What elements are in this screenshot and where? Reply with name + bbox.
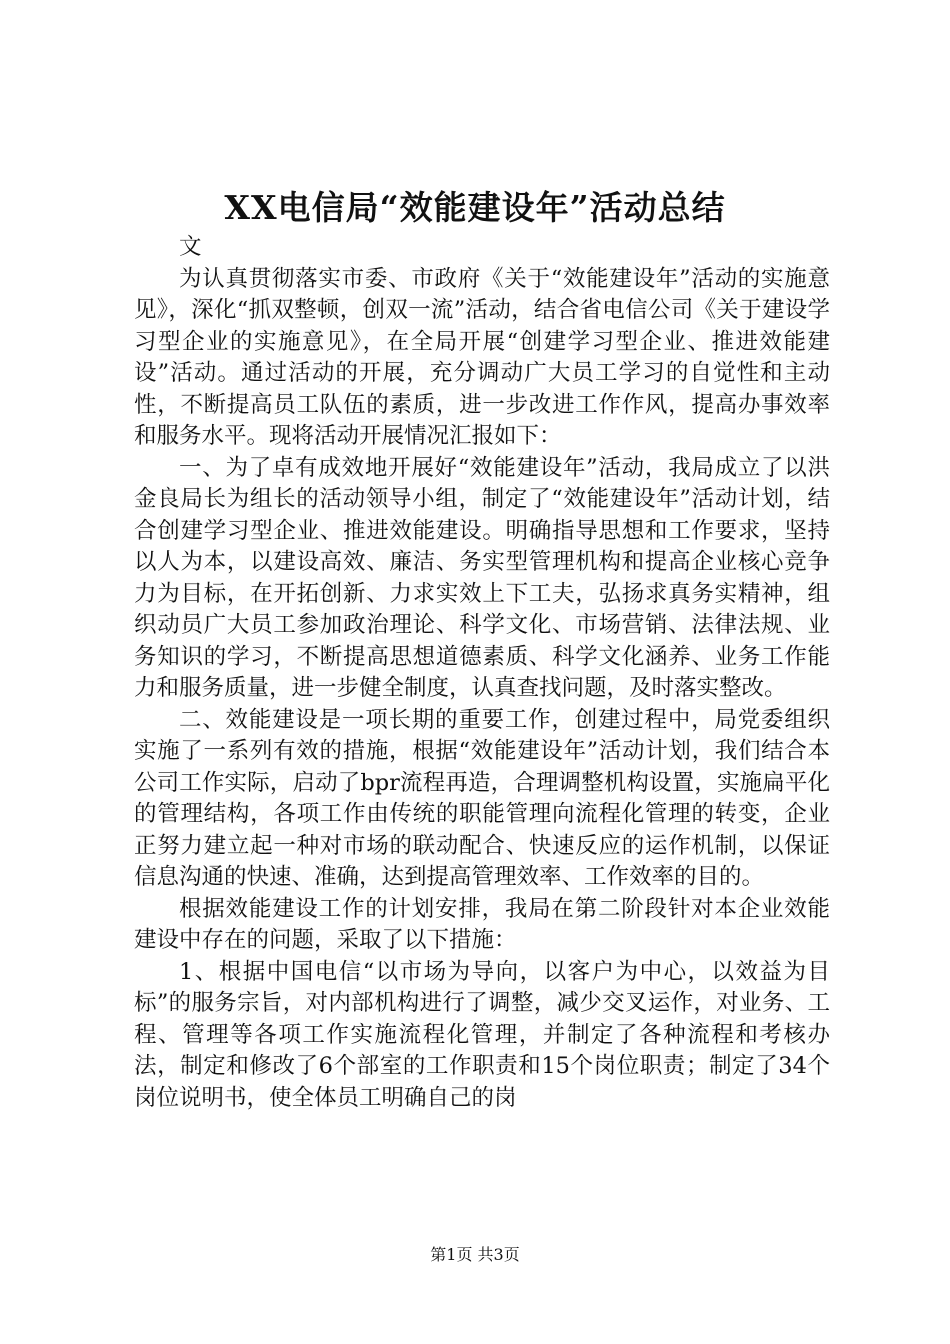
document-title: XX电信局“效能建设年”活动总结	[224, 188, 726, 227]
paragraph-section-2: 二、效能建设是一项长期的重要工作，创建过程中，局党委组织实施了一系列有效的措施，根据“效能建设年”活动计划，我们结合本公司工作实际，启动了bpr流程再造，合理调整机构设置，实施扁平化的管理结构，各项工作由传统的职能管理向流程化管理的转变，企业正努力建立起一种对市场的联动配合、快速反应的运作机制，以保证信息沟通的快速、准确，达到提高管理效率、工作效率的目的。	[134, 706, 830, 890]
page-footer: 第1页 共3页	[430, 1245, 520, 1264]
paragraph-section-1: 一、为了卓有成效地开展好“效能建设年”活动，我局成立了以洪金良局长为组长的活动领导小组，制定了“效能建设年”活动计划，结合创建学习型企业、推进效能建设。明确指导思想和工作要求，坚持以人为本，以建设高效、廉洁、务实型管理机构和提高企业核心竞争力为目标，在开拓创新、力求实效上下工夫，弘扬求真务实精神，组织动员广大员工参加政治理论、科学文化、市场营销、法律法规、业务知识的学习，不断提高思想道德素质、科学文化涵养、业务工作能力和服务质量，进一步健全制度，认真查找问题，及时落实整改。	[134, 454, 830, 701]
paragraph-intro: 为认真贯彻落实市委、市政府《关于“效能建设年”活动的实施意见》，深化“抓双整顿，创双一流”活动，结合省电信公司《关于建设学习型企业的实施意见》，在全局开展“创建学习型企业、推进效能建设”活动。通过活动的开展，充分调动广大员工学习的自觉性和主动性，不断提高员工队伍的素质，进一步改进工作作风，提高办事效率和服务水平。现将活动开展情况汇报如下：	[134, 265, 830, 449]
author-label: 文	[179, 234, 202, 260]
paragraph-measure-1: 1、根据中国电信“以市场为导向，以客户为中心，以效益为目标”的服务宗旨，对内部机构进行了调整，减少交叉运作，对业务、工程、管理等各项工作实施流程化管理，并制定了各种流程和考核办法，制定和修改了6个部室的工作职责和15个岗位职责；制定了34个岗位说明书，使全体员工明确自己的岗	[134, 958, 830, 1111]
paragraph-measures-intro: 根据效能建设工作的计划安排，我局在第二阶段针对本企业效能建设中存在的问题，采取了以下措施：	[134, 895, 830, 953]
document-body	[134, 232, 830, 1114]
